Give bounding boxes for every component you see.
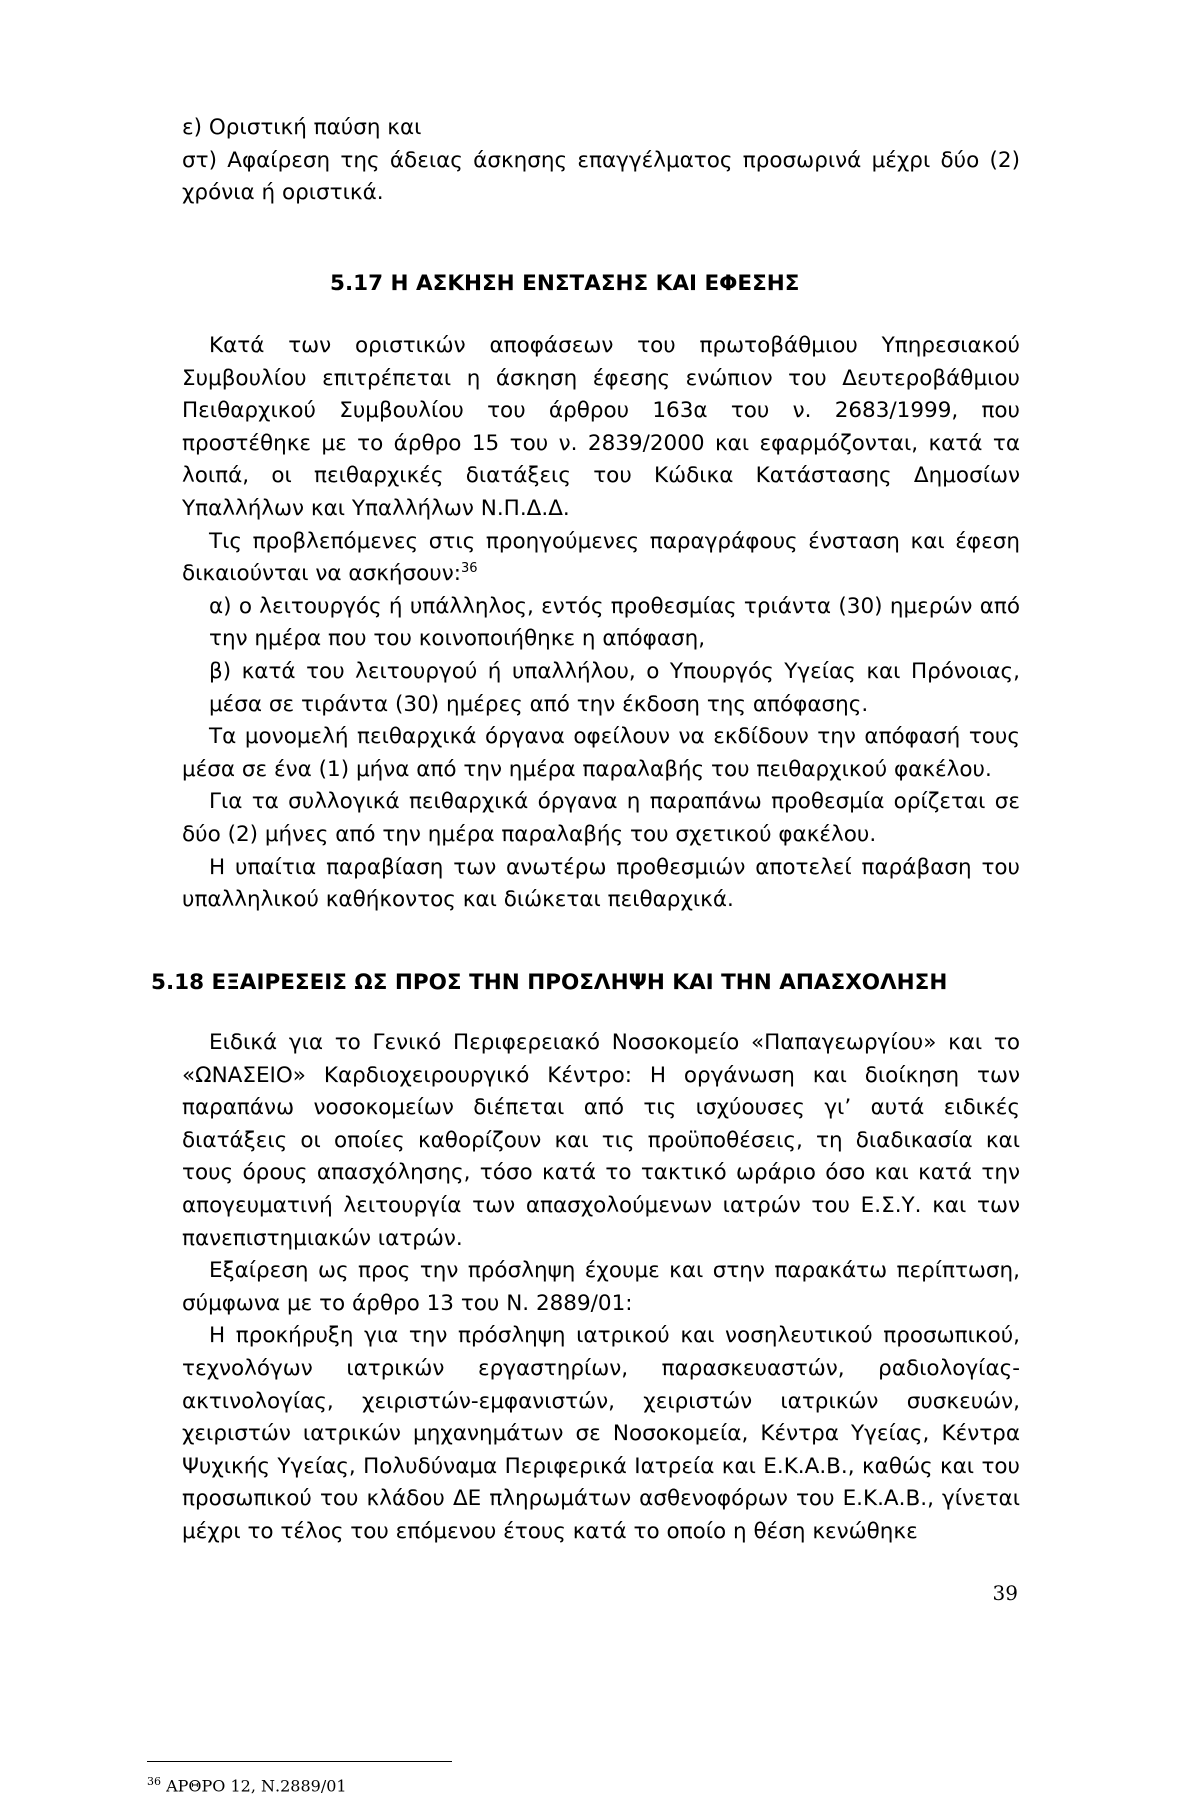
section-518-paragraph-2: Εξαίρεση ως προς την πρόσληψη έχουμε και στην παρακάτω περίπτωση, σύμφωνα με το άρθρο 13 του Ν. 2889/01: xyxy=(182,1258,1020,1316)
section-518-heading: 5.18 ΕΞΑΙΡΕΣΕΙΣ ΩΣ ΠΡΟΣ ΤΗΝ ΠΡΟΣΛΗΨΗ ΚΑΙ ΤΗΝ ΑΠΑΣΧΟΛΗΣΗ xyxy=(151,970,948,995)
footnote-number: 36 xyxy=(147,1775,161,1788)
page-number: 39 xyxy=(992,1581,1018,1605)
section-517-heading: 5.17 Η ΑΣΚΗΣΗ ΕΝΣΤΑΣΗΣ ΚΑΙ ΕΦΕΣΗΣ xyxy=(330,271,800,296)
footnote xyxy=(147,1775,347,1795)
section-517-paragraph-4: Για τα συλλογικά πειθαρχικά όργανα η παραπάνω προθεσμία ορίζεται σε δύο (2) μήνες από την ημέρα παραλαβής του σχετικού φακέλου. xyxy=(182,789,1020,847)
section-518-paragraph-3: Η προκήρυξη για την πρόσληψη ιατρικού και νοσηλευτικού προσωπικού, τεχνολόγων ιατρικών εργαστηρίων, παρασκευαστών, ραδιολογίας-ακτινολογίας, χειριστών-εμφανιστών, χειριστών ιατρικών συσκευών, χειριστών ιατρικών μηχανημάτων σε Νοσοκομεία, Κέντρα Υγείας, Κέντρα Ψυχικής Υγείας, Πολυδύναμα Περιφερικά Ιατρεία και Ε.Κ.Α.Β., καθώς και του προσωπικού του κλάδου ΔΕ πληρωμάτων ασθενοφόρων του Ε.Κ.Α.Β., γίνεται μέχρι το τέλος του επόμενου έτους κατά το οποίο η θέση κενώθηκε xyxy=(182,1323,1020,1544)
intro-list xyxy=(182,112,1020,210)
intro-item-st: στ) Αφαίρεση της άδειας άσκησης επαγγέλματος προσωρινά μέχρι δύο (2) χρόνια ή οριστικά. xyxy=(182,147,1020,206)
section-517-paragraph-2 xyxy=(182,526,1020,591)
section-518-paragraph-1: Ειδικά για το Γενικό Περιφερειακό Νοσοκομείο «Παπαγεωργίου» και το «ΩΝΑΣΕΙΟ» Καρδιοχειρουργικό Κέντρο: Η οργάνωση και διοίκηση των παραπάνω νοσοκομείων διέπεται από τις ισχύουσες γι’ αυτά ειδικές διατάξεις οι οποίες καθορίζουν και τις προϋποθέσεις, τη διαδικασία και τους όρους απασχόλησης, τόσο κατά το τακτικό ωράριο όσο και κατά την απογευματινή λειτουργία των απασχολούμενων ιατρών του Ε.Σ.Υ. και των πανεπιστημιακών ιατρών. xyxy=(182,1030,1020,1251)
section-517-paragraph-1: Κατά των οριστικών αποφάσεων του πρωτοβάθμιου Υπηρεσιακού Συμβουλίου επιτρέπεται η άσκηση έφεσης ενώπιον του Δευτεροβάθμιου Πειθαρχικού Συμβουλίου του άρθρου 163α του ν. 2683/1999, που προστέθηκε με το άρθρο 15 του ν. 2839/2000 και εφαρμόζονται, κατά τα λοιπά, οι πειθαρχικές διατάξεις του Κώδικα Κατάστασης Δημοσίων Υπαλλήλων και Υπαλλήλων Ν.Π.Δ.Δ. xyxy=(182,333,1020,521)
section-517-paragraph-2-text: Τις προβλεπόμενες στις προηγούμενες παραγράφους ένσταση και έφεση δικαιούνται να ασκήσουν: xyxy=(182,528,1020,587)
section-517-paragraph-5: Η υπαίτια παραβίαση των ανωτέρω προθεσμιών αποτελεί παράβαση του υπαλληλικού καθήκοντος και διώκεται πειθαρχικά. xyxy=(182,854,1020,913)
section-517-item-b: β) κατά του λειτουργού ή υπαλλήλου, ο Υπουργός Υγείας και Πρόνοιας, μέσα σε τιράντα (30) ημέρες από την έκδοση της απόφασης. xyxy=(209,658,1020,717)
section-518-body xyxy=(182,1027,1020,1549)
footnote-text: ΑΡΘΡΟ 12, Ν.2889/01 xyxy=(166,1776,347,1795)
section-517-body xyxy=(182,330,1020,917)
footnote-reference[interactable]: 36 xyxy=(460,561,478,576)
intro-item-e: ε) Οριστική παύση και xyxy=(182,115,422,140)
section-517-paragraph-3: Τα μονομελή πειθαρχικά όργανα οφείλουν να εκδίδουν την απόφασή τους μέσα σε ένα (1) μήνα από την ημέρα παραλαβής του πειθαρχικού φακέλου. xyxy=(182,724,1020,782)
footnote-divider xyxy=(147,1761,452,1762)
section-517-item-a: α) ο λειτουργός ή υπάλληλος, εντός προθεσμίας τριάντα (30) ημερών από την ημέρα που του κοινοποιήθηκε η απόφαση, xyxy=(209,593,1020,652)
